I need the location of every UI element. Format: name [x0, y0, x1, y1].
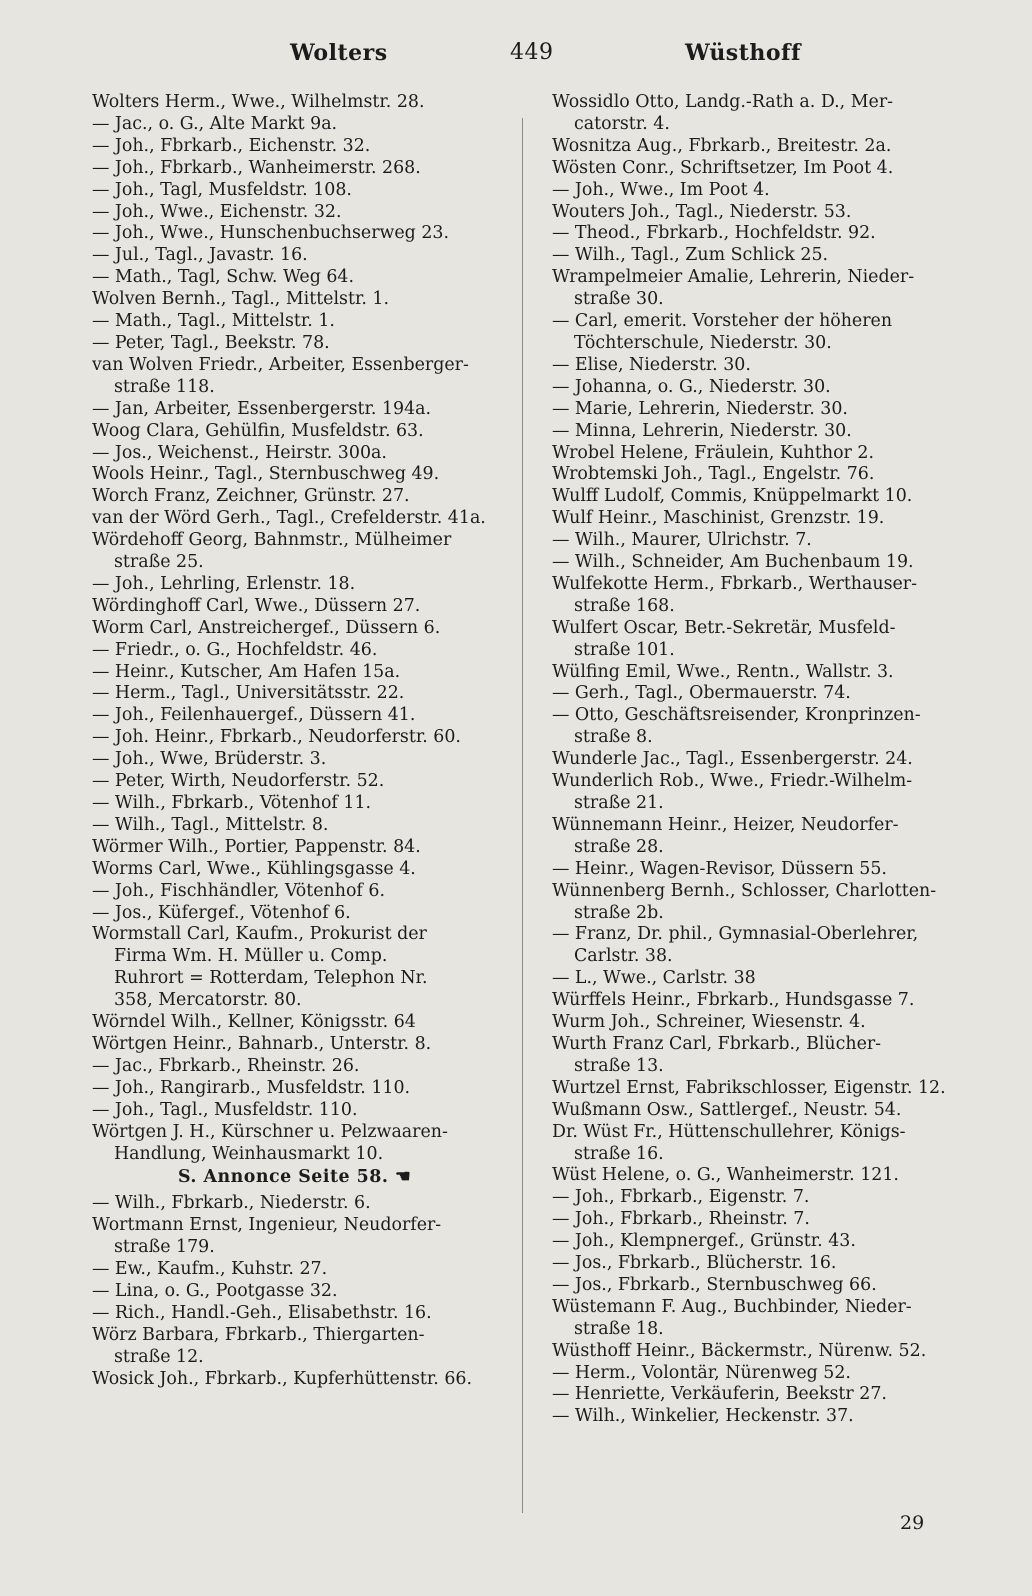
directory-entry [92, 1325, 497, 1369]
directory-entry [92, 158, 497, 180]
entry-continuation: straße 8. [574, 727, 653, 748]
directory-entry [92, 618, 497, 640]
entry-line: Wörtgen J. H., Kürschner u. Pelzwaaren- [92, 1121, 448, 1142]
entry-line: Worm Carl, Anstreichergef., Düssern 6. [92, 617, 441, 638]
entry-continuation: straße 101. [574, 639, 675, 660]
entry-line: — Jos., Weichenst., Heirstr. 300a. [92, 442, 387, 463]
directory-entry [92, 727, 497, 749]
entry-line: — Jos., Küfergef., Vötenhof 6. [92, 902, 351, 923]
entry-line: Dr. Wüst Fr., Hüttenschullehrer, Königs- [552, 1121, 906, 1142]
entry-line: — Heinr., Wagen-Revisor, Düssern 55. [552, 858, 887, 879]
annonce-notice [92, 1165, 497, 1193]
directory-entry [92, 574, 497, 596]
directory-entry [92, 508, 497, 530]
entry-line: — Joh., Wwe., Hunschenbuchserweg 23. [92, 223, 450, 244]
entry-line: — Herm., Tagl., Universitätsstr. 22. [92, 683, 405, 704]
directory-entry [92, 662, 497, 684]
directory-entry [552, 574, 957, 618]
directory-entry [552, 267, 957, 311]
directory-entry [92, 355, 497, 399]
entry-line: Wußmann Osw., Sattlergef., Neustr. 54. [552, 1099, 902, 1120]
directory-entry [552, 1187, 957, 1209]
entry-line: — Franz, Dr. phil., Gymnasial-Oberlehrer, [552, 924, 919, 945]
entry-continuation: 358, Mercatorstr. 80. [114, 990, 302, 1011]
entry-line: — Minna, Lehrerin, Niederstr. 30. [552, 420, 852, 441]
directory-entry [552, 1100, 957, 1122]
signature-mark: 29 [900, 1512, 925, 1534]
entry-line: — Otto, Geschäftsreisender, Kronprinzen- [552, 705, 921, 726]
entry-line: Wörtgen Heinr., Bahnarb., Unterstr. 8. [92, 1033, 432, 1054]
directory-entry [92, 881, 497, 903]
entry-line: Wunderle Jac., Tagl., Essenbergerstr. 24. [552, 749, 913, 770]
page-header [95, 40, 975, 80]
directory-entry [92, 421, 497, 443]
directory-entry [92, 245, 497, 267]
entry-continuation: Ruhrort = Rotterdam, Telephon Nr. [114, 968, 428, 989]
directory-entry [552, 311, 957, 355]
entry-line: — Ew., Kaufm., Kuhstr. 27. [92, 1259, 328, 1280]
directory-entry [552, 399, 957, 421]
header-first-name: Wolters [290, 40, 388, 66]
entry-line: — Wilh., Maurer, Ulrichstr. 7. [552, 530, 812, 551]
entry-line: Wortmann Ernst, Ingenieur, Neudorfer- [92, 1215, 442, 1236]
entry-line: — Rich., Handl.-Geh., Elisabethstr. 16. [92, 1302, 432, 1323]
entry-continuation: Handlung, Weinhausmarkt 10. [114, 1143, 384, 1164]
directory-entry [92, 640, 497, 662]
directory-entry [552, 508, 957, 530]
entry-line: Wörmer Wilh., Portier, Pappenstr. 84. [92, 836, 421, 857]
directory-entry [92, 1034, 497, 1056]
directory-entry [92, 1281, 497, 1303]
left-column [92, 92, 497, 1390]
directory-entry [552, 202, 957, 224]
directory-entry [92, 289, 497, 311]
directory-entry [92, 267, 497, 289]
entry-line: — Joh., Wwe., Im Poot 4. [552, 179, 770, 200]
entry-continuation: Firma Wm. H. Müller u. Comp. [114, 946, 388, 967]
directory-entry [552, 1297, 957, 1341]
entry-line: Wulfekotte Herm., Fbrkarb., Werthauser- [552, 573, 917, 594]
directory-entry [552, 1384, 957, 1406]
entry-line: — Joh. Heinr., Fbrkarb., Neudorferstr. 60. [92, 727, 461, 748]
entry-line: — Joh., Klempnergef., Grünstr. 43. [552, 1231, 856, 1252]
entry-line: — Theod., Fbrkarb., Hochfeldstr. 92. [552, 223, 876, 244]
entry-line: — Math., Tagl, Schw. Weg 64. [92, 267, 355, 288]
entry-line: Wulfert Oscar, Betr.-Sekretär, Musfeld- [552, 617, 896, 638]
directory-entry [92, 1193, 497, 1215]
right-column [552, 92, 957, 1428]
entry-line: — Jul., Tagl., Javastr. 16. [92, 245, 308, 266]
directory-entry [92, 530, 497, 574]
entry-line: Wösten Conr., Schriftsetzer, Im Poot 4. [552, 157, 894, 178]
entry-line: — Joh., Lehrling, Erlenstr. 18. [92, 573, 356, 594]
directory-entry [552, 881, 957, 925]
entry-continuation: straße 12. [114, 1346, 204, 1367]
directory-entry [552, 377, 957, 399]
directory-entry [552, 618, 957, 662]
left-entries [92, 92, 497, 1165]
entry-line: Worms Carl, Wwe., Kühlingsgasse 4. [92, 858, 416, 879]
entry-continuation: straße 118. [114, 376, 215, 397]
directory-entry [92, 903, 497, 925]
entry-line: — Jan, Arbeiter, Essenbergerstr. 194a. [92, 398, 432, 419]
entry-line: — Elise, Niederstr. 30. [552, 354, 751, 375]
entry-line: Wördinghoff Carl, Wwe., Düssern 27. [92, 595, 421, 616]
directory-entry [92, 1012, 497, 1034]
directory-entry [552, 1363, 957, 1385]
directory-entry [552, 223, 957, 245]
entry-line: — Peter, Tagl., Beekstr. 78. [92, 332, 330, 353]
entry-line: — Joh., Fbrkarb., Rheinstr. 7. [552, 1209, 810, 1230]
entry-line: — Wilh., Fbrkarb., Niederstr. 6. [92, 1193, 371, 1214]
entry-line: Wrampelmeier Amalie, Lehrerin, Nieder- [552, 267, 915, 288]
directory-entry [552, 421, 957, 443]
directory-entry [552, 771, 957, 815]
entry-line: — Wilh., Winkelier, Heckenstr. 37. [552, 1406, 854, 1427]
entry-line: — Jos., Fbrkarb., Blücherstr. 16. [552, 1253, 837, 1274]
entry-line: Wosick Joh., Fbrkarb., Kupferhüttenstr. 66. [92, 1368, 473, 1389]
entry-line: — Heinr., Kutscher, Am Hafen 15a. [92, 661, 401, 682]
entry-line: Wörndel Wilh., Kellner, Königsstr. 64 [92, 1012, 416, 1033]
directory-entry [552, 1341, 957, 1363]
directory-entry [552, 705, 957, 749]
entry-line: Wurm Joh., Schreiner, Wiesenstr. 4. [552, 1012, 866, 1033]
directory-entry [92, 443, 497, 465]
entry-line: Wurth Franz Carl, Fbrkarb., Blücher- [552, 1033, 882, 1054]
directory-entry [552, 749, 957, 771]
entry-line: Wurtzel Ernst, Fabrikschlosser, Eigenstr. 12. [552, 1077, 946, 1098]
annonce-text: S. Annonce Seite 58. [177, 1167, 389, 1188]
directory-entry [552, 1012, 957, 1034]
directory-entry [92, 464, 497, 486]
entry-continuation: straße 16. [574, 1143, 664, 1164]
entry-line: Wunderlich Rob., Wwe., Friedr.-Wilhelm- [552, 771, 913, 792]
directory-entry [92, 311, 497, 333]
directory-entry [92, 1122, 497, 1166]
entry-line: Wrobtemski Joh., Tagl., Engelstr. 76. [552, 464, 875, 485]
directory-entry [92, 1369, 497, 1391]
directory-entry [92, 793, 497, 815]
directory-entry [552, 355, 957, 377]
directory-entry [92, 136, 497, 158]
directory-entry [92, 1100, 497, 1122]
entry-line: Wulf Heinr., Maschinist, Grenzstr. 19. [552, 508, 885, 529]
entry-line: Wools Heinr., Tagl., Sternbuschweg 49. [92, 464, 440, 485]
entry-line: Wünnemann Heinr., Heizer, Neudorfer- [552, 814, 899, 835]
directory-entry [552, 968, 957, 990]
entry-line: — Lina, o. G., Pootgasse 32. [92, 1280, 338, 1301]
entry-continuation: Carlstr. 38. [574, 946, 673, 967]
entry-line: — Joh., Rangirarb., Musfeldstr. 110. [92, 1077, 411, 1098]
entry-line: — Wilh., Schneider, Am Buchenbaum 19. [552, 552, 914, 573]
entry-line: — Joh., Wwe., Eichenstr. 32. [92, 201, 342, 222]
entry-line: — Math., Tagl., Mittelstr. 1. [92, 311, 335, 332]
directory-entry [552, 1253, 957, 1275]
directory-entry [552, 815, 957, 859]
directory-entry [92, 749, 497, 771]
entry-line: Wünnenberg Bernh., Schlosser, Charlotten- [552, 880, 937, 901]
entry-line: — Joh., Fbrkarb., Wanheimerstr. 268. [92, 157, 421, 178]
entry-line: — Jos., Fbrkarb., Sternbuschweg 66. [552, 1274, 877, 1295]
directory-entry [552, 1034, 957, 1078]
directory-entry [92, 1259, 497, 1281]
entry-line: — Johanna, o. G., Niederstr. 30. [552, 376, 831, 397]
directory-entry [92, 837, 497, 859]
directory-entry [92, 683, 497, 705]
entry-line: Wulff Ludolf, Commis, Knüppelmarkt 10. [552, 486, 913, 507]
entry-line: — L., Wwe., Carlstr. 38 [552, 968, 756, 989]
entry-line: — Wilh., Tagl., Mittelstr. 8. [92, 814, 329, 835]
directory-entry [92, 859, 497, 881]
page-number: 449 [510, 40, 554, 65]
entry-line: Wüstemann F. Aug., Buchbinder, Nieder- [552, 1296, 912, 1317]
entry-line: — Joh., Fbrkarb., Eichenstr. 32. [92, 135, 371, 156]
entry-continuation: straße 13. [574, 1055, 664, 1076]
directory-entry [92, 486, 497, 508]
directory-entry [552, 1406, 957, 1428]
entry-line: — Wilh., Tagl., Zum Schlick 25. [552, 245, 829, 266]
directory-entry [92, 333, 497, 355]
entry-line: — Carl, emerit. Vorsteher der höheren [552, 311, 893, 332]
entry-line: Worch Franz, Zeichner, Grünstr. 27. [92, 486, 410, 507]
directory-entry [92, 180, 497, 202]
entry-line: Wördehoff Georg, Bahnmstr., Mülheimer [92, 530, 452, 551]
entry-line: — Joh., Fischhändler, Vötenhof 6. [92, 880, 385, 901]
directory-entry [552, 245, 957, 267]
entry-line: Wolven Bernh., Tagl., Mittelstr. 1. [92, 289, 389, 310]
directory-entry [552, 990, 957, 1012]
directory-entry [92, 815, 497, 837]
entry-line: Wolters Herm., Wwe., Wilhelmstr. 28. [92, 92, 425, 112]
directory-entry [92, 1303, 497, 1325]
left-entries-after [92, 1193, 497, 1390]
directory-entry [92, 223, 497, 245]
directory-entry [552, 443, 957, 465]
entry-line: Wosnitza Aug., Fbrkarb., Breitestr. 2a. [552, 135, 892, 156]
entry-line: Wossidlo Otto, Landg.-Rath a. D., Mer- [552, 92, 894, 112]
entry-line: — Marie, Lehrerin, Niederstr. 30. [552, 398, 848, 419]
pointing-hand-icon: ☚ [394, 1167, 412, 1188]
directory-entry [92, 596, 497, 618]
directory-entry [92, 92, 497, 114]
directory-entry [552, 180, 957, 202]
entry-line: — Wilh., Fbrkarb., Vötenhof 11. [92, 793, 372, 813]
directory-entry [552, 158, 957, 180]
directory-entry [552, 1078, 957, 1100]
directory-entry [92, 202, 497, 224]
directory-entry [552, 486, 957, 508]
directory-entry [92, 771, 497, 793]
entry-line: — Jac., Fbrkarb., Rheinstr. 26. [92, 1055, 360, 1076]
entry-continuation: catorstr. 4. [574, 113, 670, 134]
entry-continuation: straße 18. [574, 1318, 664, 1339]
directory-entry [92, 705, 497, 727]
entry-line: Woog Clara, Gehülfin, Musfeldstr. 63. [92, 420, 424, 441]
directory-entry [552, 859, 957, 881]
entry-continuation: straße 168. [574, 595, 675, 616]
entry-line: — Herm., Volontär, Nürenweg 52. [552, 1362, 851, 1383]
entry-continuation: straße 21. [574, 793, 664, 813]
entry-line: Wouters Joh., Tagl., Niederstr. 53. [552, 201, 852, 222]
header-last-name: Wüsthoff [685, 40, 801, 66]
entry-line: — Peter, Wirth, Neudorferstr. 52. [92, 771, 385, 792]
entry-line: Wüst Helene, o. G., Wanheimerstr. 121. [552, 1165, 899, 1186]
entry-line: — Joh., Wwe, Brüderstr. 3. [92, 749, 327, 770]
directory-entry [92, 399, 497, 421]
directory-entry [552, 552, 957, 574]
directory-entry [92, 114, 497, 136]
entry-continuation: straße 2b. [574, 902, 664, 923]
entry-continuation: straße 179. [114, 1237, 215, 1258]
directory-entry [552, 136, 957, 158]
entry-line: Wormstall Carl, Kaufm., Prokurist der [92, 924, 427, 945]
entry-line: Wörz Barbara, Fbrkarb., Thiergarten- [92, 1324, 425, 1345]
entry-line: Würffels Heinr., Fbrkarb., Hundsgasse 7. [552, 990, 915, 1011]
entry-line: — Joh., Tagl., Musfeldstr. 110. [92, 1099, 358, 1120]
column-divider [522, 118, 523, 1513]
directory-entry [552, 683, 957, 705]
directory-entry [552, 1122, 957, 1166]
directory-entry [552, 1165, 957, 1187]
entry-line: — Jac., o. G., Alte Markt 9a. [92, 113, 338, 134]
directory-entry [92, 1215, 497, 1259]
entry-continuation: straße 25. [114, 552, 204, 573]
entry-line: — Gerh., Tagl., Obermauerstr. 74. [552, 683, 851, 704]
entry-line: — Joh., Tagl, Musfeldstr. 108. [92, 179, 352, 200]
directory-entry [552, 464, 957, 486]
directory-entry [552, 1275, 957, 1297]
entry-line: — Henriette, Verkäuferin, Beekstr 27. [552, 1384, 887, 1405]
directory-entry [552, 662, 957, 684]
directory-entry [92, 1056, 497, 1078]
entry-line: Wülfing Emil, Wwe., Rentn., Wallstr. 3. [552, 661, 894, 682]
directory-entry [552, 1209, 957, 1231]
entry-continuation: straße 30. [574, 289, 664, 310]
entry-line: — Joh., Fbrkarb., Eigenstr. 7. [552, 1187, 810, 1208]
directory-entry [552, 530, 957, 552]
directory-entry [92, 1078, 497, 1100]
entry-line: Wüsthoff Heinr., Bäckermstr., Nürenw. 52. [552, 1340, 927, 1361]
directory-entry [552, 924, 957, 968]
entry-line: — Friedr., o. G., Hochfeldstr. 46. [92, 639, 378, 660]
entry-continuation: Töchterschule, Niederstr. 30. [574, 332, 832, 353]
directory-entry [552, 1231, 957, 1253]
entry-line: Wrobel Helene, Fräulein, Kuhthor 2. [552, 442, 874, 463]
directory-entry [92, 924, 497, 1012]
directory-entry [552, 92, 957, 136]
entry-line: van der Wörd Gerh., Tagl., Crefelderstr. 41a. [92, 508, 486, 529]
entry-line: — Joh., Feilenhauergef., Düssern 41. [92, 705, 416, 726]
entry-continuation: straße 28. [574, 836, 664, 857]
entry-line: van Wolven Friedr., Arbeiter, Essenberger- [92, 354, 469, 375]
